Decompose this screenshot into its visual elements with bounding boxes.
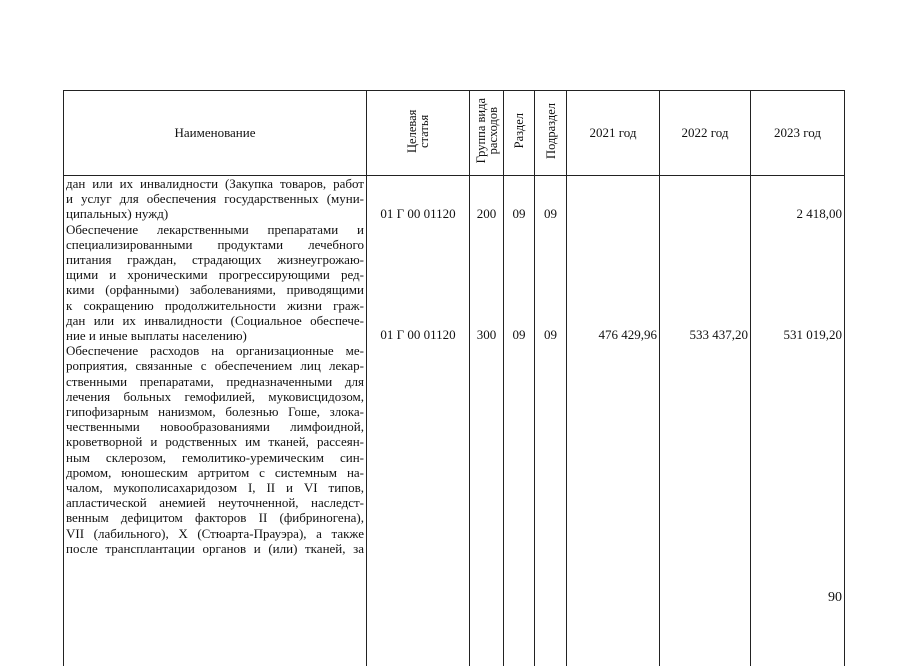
text-line: питания граждан, страдающих жизнеугрожаю- [66, 252, 364, 267]
text-line: дан или их инвалидности (Социальное обеспече- [66, 313, 364, 328]
row-3-name [66, 343, 364, 556]
subsection-column [535, 176, 567, 666]
header-expense-group-line2: расходов [486, 107, 500, 154]
header-expense-group [470, 91, 504, 176]
header-expense-group-line1: Группа вида [474, 98, 488, 163]
body-row [64, 176, 845, 666]
header-name [64, 91, 367, 176]
text-line: VII (лабильного), X (Стюарта-Прауэра), а также [66, 526, 364, 541]
header-name-text: Наименование [175, 125, 256, 140]
row-1-y2023: 2 418,00 [797, 206, 843, 221]
text-line: чественными новообразованиями лимфоидной, [66, 419, 364, 434]
text-line: Обеспечение лекарственными препаратами и [66, 222, 364, 237]
text-line: роприятия, связанные с обеспечением лиц лекар- [66, 358, 364, 373]
text-line: к сокращению продолжительности жизни граж- [66, 298, 364, 313]
header-subsection-text: Подраздел [545, 103, 557, 159]
text-line: венным дефицитом факторов II (фибриногена), [66, 510, 364, 525]
row-2-name [66, 222, 364, 344]
text-line: чалом, мукополисахаридозом I, II и VI типов, [66, 480, 364, 495]
page-number: 90 [828, 590, 842, 606]
header-year-2022-text: 2022 год [682, 125, 729, 140]
text-line: лечения больных гемофилией, муковисцидозом, [66, 389, 364, 404]
section-column [504, 176, 535, 666]
text-line: специализированными продуктами лечебного [66, 237, 364, 252]
text-line: после трансплантации органов и (или) тканей, за [66, 541, 364, 556]
header-section-text: Раздел [513, 113, 525, 148]
header-expense-group-text [475, 98, 499, 163]
header-year-2021-text: 2021 год [590, 125, 637, 140]
row-2-y2021: 476 429,96 [599, 327, 658, 342]
text-line: щими и хроническими прогрессирующими ред- [66, 267, 364, 282]
text-line: дан или их инвалидности (Закупка товаров, работ [66, 176, 364, 191]
text-line: гипофизарным нанизмом, болезнью Гоше, злока- [66, 404, 364, 419]
text-line: ципальных) нужд) [66, 206, 364, 221]
code-column [367, 176, 470, 666]
text-line: кроветворной и родственных им тканей, рассеян- [66, 434, 364, 449]
text-line: Обеспечение расходов на организационные ме- [66, 343, 364, 358]
row-2-group: 300 [470, 327, 503, 342]
row-1-subsection: 09 [535, 206, 566, 221]
y2022-column [660, 176, 751, 666]
header-year-2023-text: 2023 год [774, 125, 821, 140]
header-year-2023 [751, 91, 845, 176]
text-line: дромом, юношеским артритом с системным на- [66, 465, 364, 480]
row-1-group: 200 [470, 206, 503, 221]
header-year-2021 [567, 91, 660, 176]
row-1-section: 09 [504, 206, 534, 221]
header-target-article [367, 91, 470, 176]
text-line: и услуг для обеспечения государственных (муни- [66, 191, 364, 206]
y2021-column [567, 176, 660, 666]
text-line: кими (орфанными) заболеваниями, приводящими [66, 282, 364, 297]
row-2-code: 01 Г 00 01120 [367, 327, 469, 342]
row-2-subsection: 09 [535, 327, 566, 342]
header-subsection [535, 91, 567, 176]
name-column [64, 176, 367, 666]
header-section [504, 91, 535, 176]
header-row [64, 91, 845, 176]
header-target-article-text: Целевая статья [406, 96, 430, 166]
row-1-code: 01 Г 00 01120 [367, 206, 469, 221]
row-2-section: 09 [504, 327, 534, 342]
budget-table [63, 90, 845, 666]
text-line: апластической анемией неуточненной, наследст- [66, 495, 364, 510]
text-line: ственными препаратами, предназначенными для [66, 374, 364, 389]
header-year-2022 [660, 91, 751, 176]
text-line: ние и иные выплаты населению) [66, 328, 364, 343]
row-2-y2023: 531 019,20 [784, 327, 843, 342]
group-column [470, 176, 504, 666]
row-2-y2022: 533 437,20 [690, 327, 749, 342]
row-1-name [66, 176, 364, 222]
text-line: ным склерозом, гемолитико-уремическим син- [66, 450, 364, 465]
